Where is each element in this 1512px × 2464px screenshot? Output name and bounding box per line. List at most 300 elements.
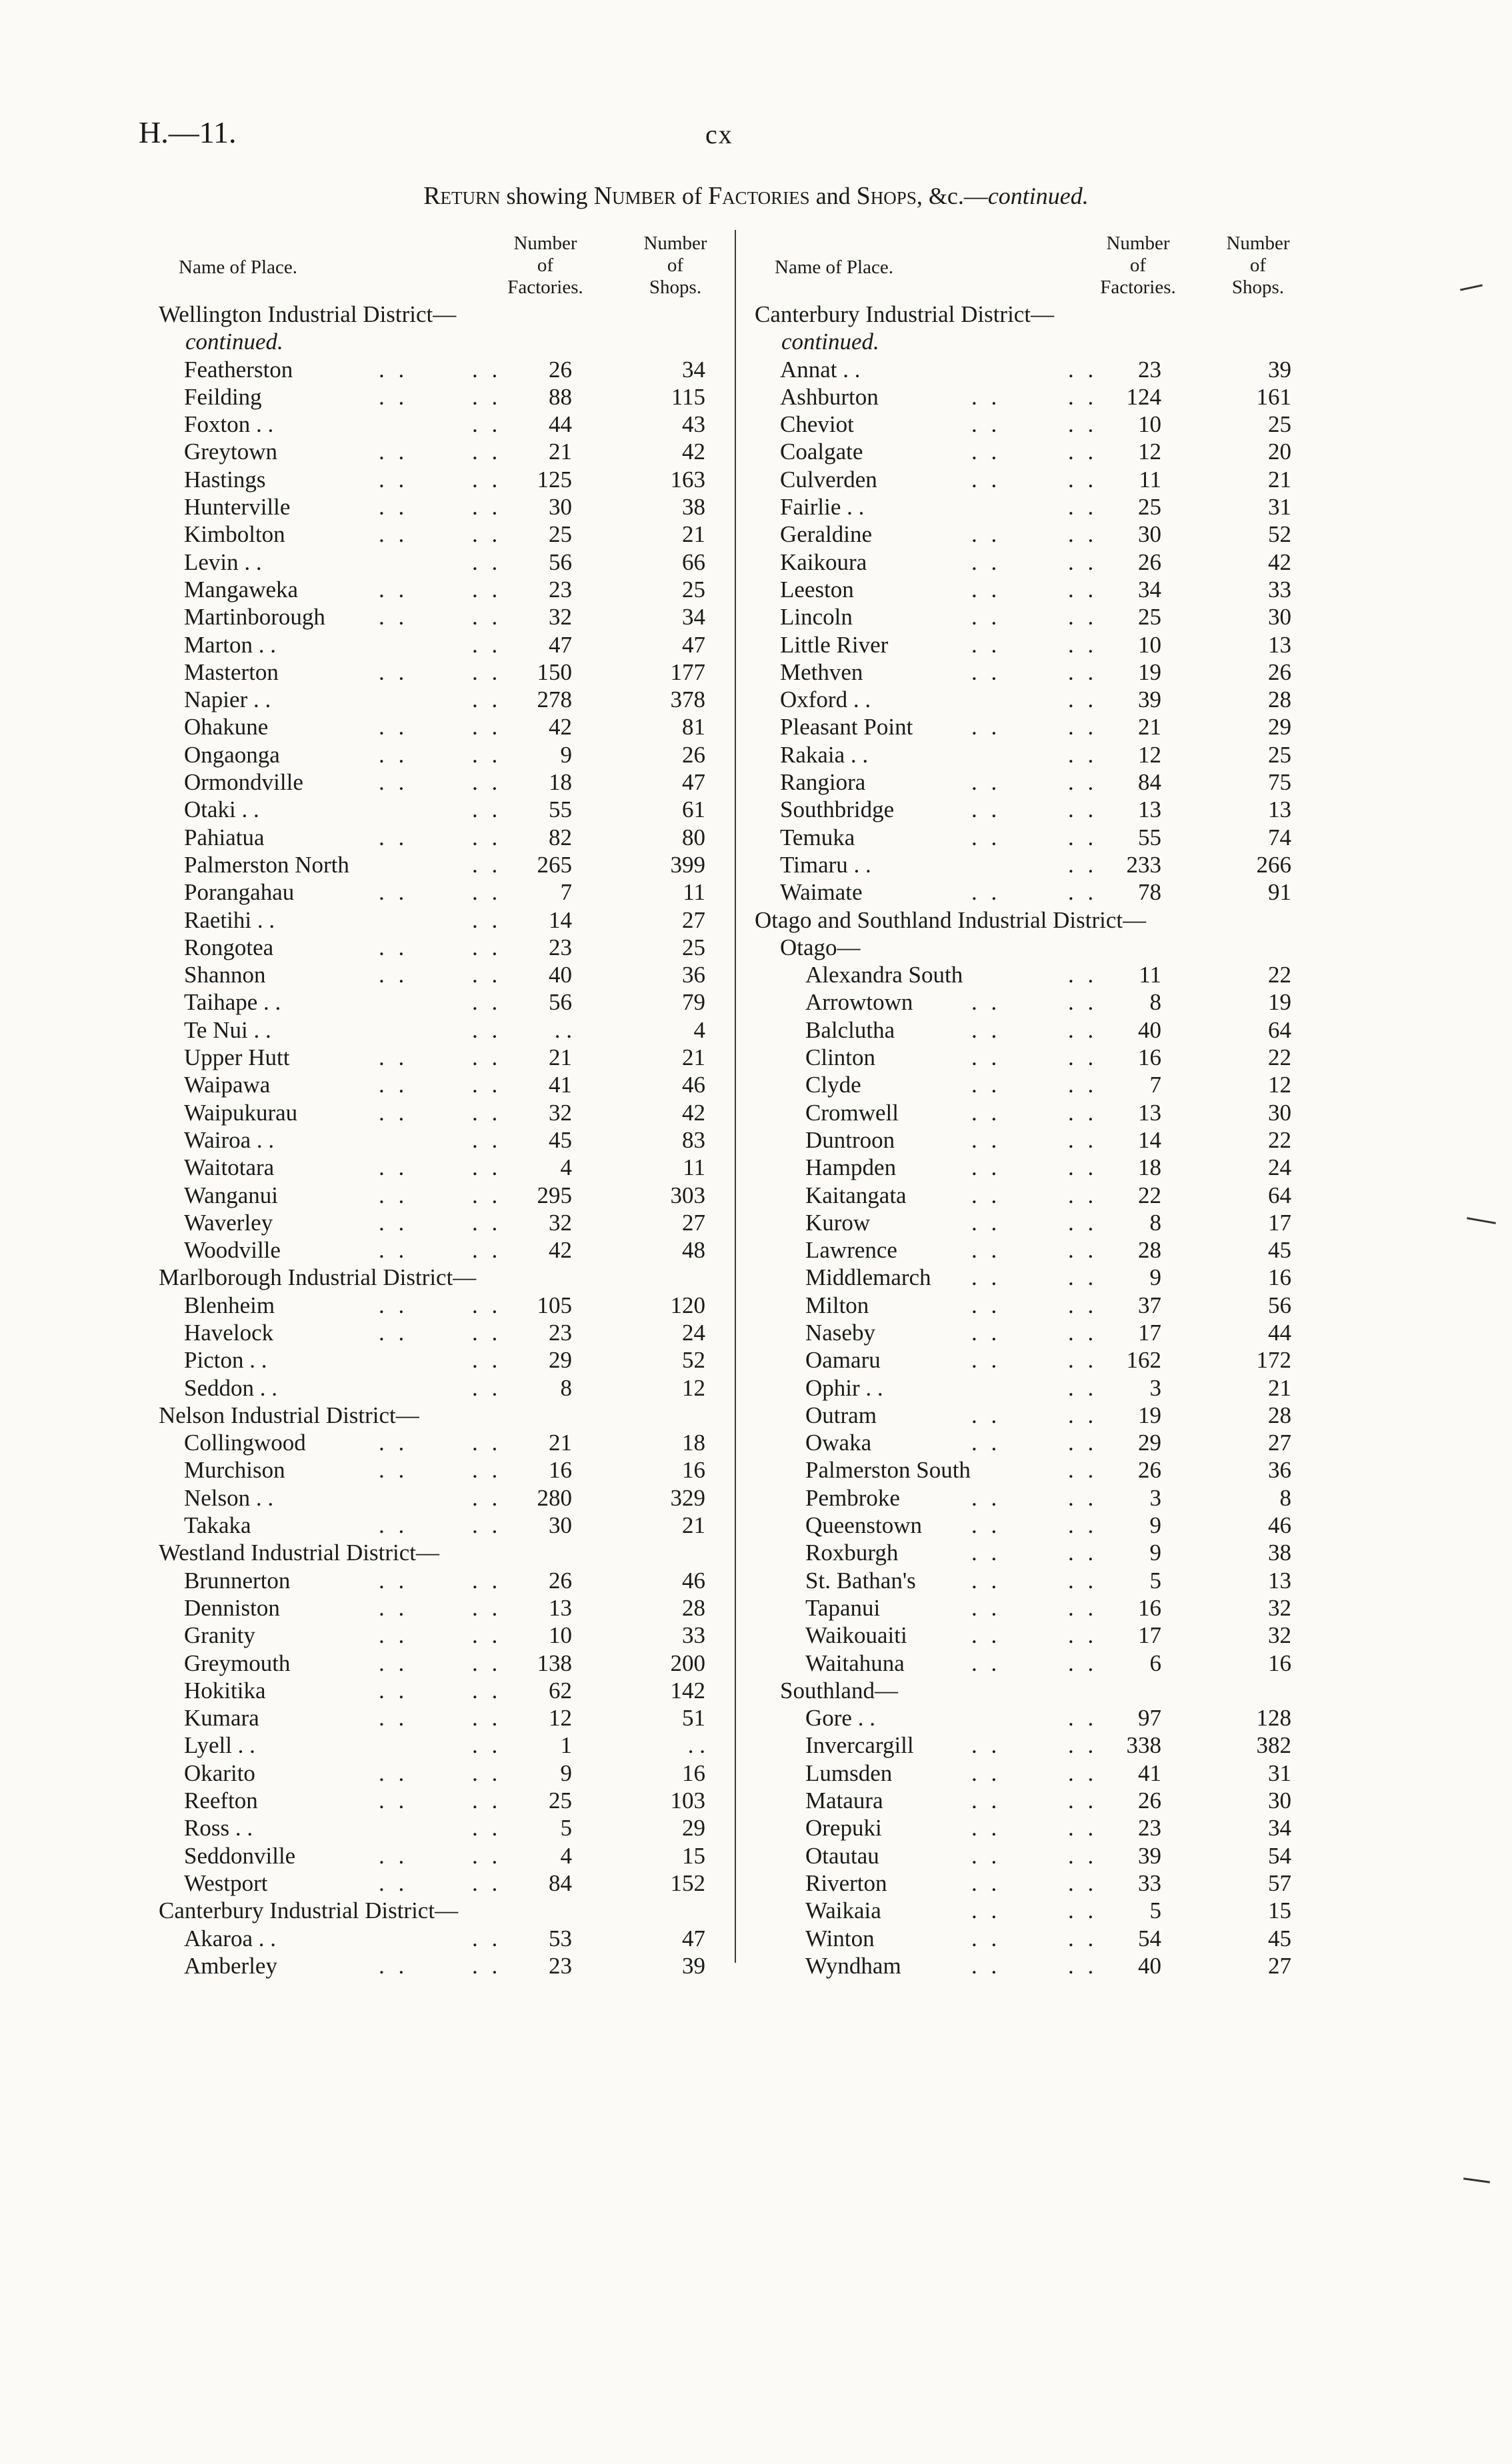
shops-count: 44 [1268, 1319, 1291, 1346]
leader-dots: . . [379, 1182, 409, 1208]
shops-count: 52 [682, 1347, 705, 1374]
leader-dots: . . [1068, 356, 1098, 383]
table-row [159, 1236, 720, 1264]
leader-dots: . . [379, 1430, 409, 1456]
place-name: Ross . . [184, 1815, 253, 1842]
leader-dots: . . [971, 989, 1001, 1016]
factories-count: 7 [1149, 1072, 1161, 1098]
place-name: Tapanui [805, 1594, 881, 1621]
leader-dots: . . [379, 1209, 409, 1236]
table-row [755, 438, 1308, 465]
table-row [755, 796, 1308, 823]
place-name: Kurow [805, 1209, 871, 1236]
factories-count: 4 [560, 1154, 572, 1181]
table-row [159, 961, 720, 988]
place-name: Featherston [184, 356, 293, 383]
scan-mark [1463, 2177, 1490, 2183]
factories-count: 25 [549, 521, 572, 548]
factories-count: 84 [549, 1869, 572, 1896]
leader-dots: . . [971, 1512, 1001, 1539]
place-name: Masterton [184, 658, 279, 685]
table-row [755, 1319, 1308, 1346]
leader-dots: . . [971, 1402, 1001, 1428]
place-name: Milton [805, 1292, 869, 1318]
factories-count: 56 [549, 989, 572, 1016]
table-row [159, 768, 720, 796]
leader-dots: . . [379, 1788, 409, 1814]
leader-dots: . . [1068, 1705, 1098, 1732]
factories-count: 37 [1138, 1292, 1161, 1318]
shops-count: 33 [1268, 576, 1291, 603]
leader-dots: . . [971, 1869, 1001, 1896]
factories-count: 26 [1138, 1788, 1161, 1814]
factories-count: 17 [1138, 1622, 1161, 1649]
shops-count: 51 [682, 1705, 705, 1732]
shops-count: 79 [682, 989, 705, 1016]
factories-count: 6 [1149, 1650, 1161, 1676]
shops-count: 45 [1268, 1237, 1291, 1264]
place-name: Otautau [805, 1842, 879, 1869]
district-heading [159, 301, 720, 328]
table-row [755, 1071, 1308, 1098]
leader-dots: . . [379, 1622, 409, 1649]
leader-dots: . . [379, 383, 409, 410]
place-name: Mangaweka [184, 576, 299, 603]
place-name: Te Nui . . [184, 1016, 271, 1043]
leader-dots: . . [379, 1512, 409, 1539]
place-name: Canterbury Industrial District— [159, 1897, 459, 1924]
place-name: Wanganui [184, 1182, 279, 1208]
table-row [755, 1567, 1308, 1594]
continued-label [755, 328, 1308, 355]
shops-count: 39 [682, 1952, 705, 1979]
shops-count: 52 [1268, 521, 1291, 548]
shops-count: 81 [682, 714, 705, 740]
shops-count: 28 [682, 1594, 705, 1621]
place-name: Upper Hutt [184, 1044, 290, 1071]
leader-dots: . . [379, 604, 409, 630]
leader-dots: . . [971, 1842, 1001, 1869]
place-name: Levin . . [184, 549, 262, 575]
leader-dots: . . [472, 439, 502, 465]
table-row [159, 493, 720, 521]
leader-dots: . . [379, 1099, 409, 1126]
leader-dots: . . [472, 1622, 502, 1649]
factories-count: 9 [560, 1760, 572, 1786]
factories-count: 8 [1149, 989, 1161, 1016]
leader-dots: . . [472, 1457, 502, 1484]
leader-dots: . . [472, 1044, 502, 1071]
leader-dots: . . [1068, 1072, 1098, 1098]
place-name: Ashburton [780, 383, 879, 410]
table-row [755, 1952, 1308, 1979]
shops-count: 24 [682, 1319, 705, 1346]
title-of: of [676, 183, 709, 209]
place-name: Feilding [184, 383, 262, 410]
factories-count: 84 [1138, 769, 1161, 796]
leader-dots: . . [379, 1457, 409, 1484]
place-name: Middlemarch [805, 1264, 931, 1291]
leader-dots: . . [971, 1815, 1001, 1842]
leader-dots: . . [472, 1815, 502, 1842]
leader-dots: . . [971, 1540, 1001, 1566]
factories-count: 40 [549, 962, 572, 988]
place-name: Riverton [805, 1869, 887, 1896]
shops-count: 18 [682, 1430, 705, 1456]
place-name: Geraldine [780, 521, 872, 548]
leader-dots: . . [472, 1154, 502, 1181]
shops-count: 42 [682, 1099, 705, 1126]
place-name: Gore . . [805, 1705, 875, 1732]
table-row [159, 1732, 720, 1759]
place-name: Waikouaiti [805, 1622, 907, 1649]
place-name: Duntroon [805, 1126, 895, 1153]
leader-dots: . . [971, 1760, 1001, 1786]
shops-count: 12 [1268, 1072, 1291, 1098]
leader-dots: . . [379, 741, 409, 768]
table-row [159, 878, 720, 906]
shops-count: 27 [682, 1209, 705, 1236]
table-row [755, 603, 1308, 630]
factories-count: 25 [1138, 604, 1161, 630]
leader-dots: . . [472, 521, 502, 548]
factories-count: 42 [549, 714, 572, 740]
factories-count: . . [554, 1016, 572, 1043]
leader-dots: . . [1068, 411, 1098, 438]
leader-dots: . . [379, 934, 409, 960]
factories-count: 21 [549, 1044, 572, 1071]
factories-count: 13 [549, 1594, 572, 1621]
shops-count: 75 [1268, 769, 1291, 796]
place-name: Wairoa . . [184, 1126, 275, 1153]
shops-count: 266 [1256, 851, 1291, 878]
factories-count: 265 [537, 851, 572, 878]
district-heading [159, 1897, 720, 1924]
place-name: Nelson Industrial District— [159, 1402, 419, 1428]
table-row [755, 768, 1308, 796]
shops-count: 399 [670, 851, 705, 878]
table-row [159, 466, 720, 493]
leader-dots: . . [1068, 851, 1098, 878]
leader-dots: . . [1068, 576, 1098, 603]
table-row [755, 1760, 1308, 1787]
leader-dots: . . [971, 521, 1001, 548]
table-row [755, 1484, 1308, 1512]
place-name: Waipukurau [184, 1099, 298, 1126]
table-row [755, 1374, 1308, 1402]
place-name: Balclutha [805, 1016, 895, 1043]
leader-dots: . . [379, 769, 409, 796]
leader-dots: . . [1068, 1319, 1098, 1346]
shops-count: 47 [682, 1925, 705, 1951]
leader-dots: . . [971, 1016, 1001, 1043]
leader-dots: . . [971, 1952, 1001, 1979]
table-row [159, 1016, 720, 1044]
shops-count: 303 [670, 1182, 705, 1208]
place-name: Greymouth [184, 1650, 291, 1676]
place-name: Collingwood [184, 1430, 306, 1456]
leader-dots: . . [472, 1567, 502, 1594]
place-name: Blenheim [184, 1292, 275, 1318]
shops-count: 19 [1268, 989, 1291, 1016]
place-name: continued. [781, 329, 879, 355]
place-name: Canterbury Industrial District— [755, 301, 1055, 327]
factories-count: 19 [1138, 658, 1161, 685]
place-name: Napier . . [184, 686, 271, 713]
leader-dots: . . [1068, 1016, 1098, 1043]
factories-count: 41 [549, 1072, 572, 1098]
shops-count: 38 [682, 494, 705, 521]
leader-dots: . . [1068, 1044, 1098, 1071]
place-name: Brunnerton [184, 1567, 291, 1594]
leader-dots: . . [1068, 1594, 1098, 1621]
place-name: Waikaia [805, 1897, 881, 1924]
table-row [159, 438, 720, 465]
title-etc: , &c.— [916, 183, 988, 209]
leader-dots: . . [472, 466, 502, 493]
leader-dots: . . [971, 1732, 1001, 1759]
place-name: Cromwell [805, 1099, 899, 1126]
place-name: Foxton . . [184, 411, 274, 438]
shops-count: 48 [682, 1237, 705, 1264]
leader-dots: . . [472, 1319, 502, 1346]
leader-dots: . . [472, 411, 502, 438]
table-row [755, 1704, 1308, 1732]
factories-count: 23 [1138, 1815, 1161, 1842]
shops-count: 103 [670, 1788, 705, 1814]
table-row [755, 1732, 1308, 1759]
shops-count: 115 [671, 383, 705, 410]
shops-count: 11 [683, 879, 705, 906]
shops-count: 27 [1268, 1952, 1291, 1979]
table-row [159, 1512, 720, 1539]
table-row [755, 824, 1308, 851]
table-row [159, 1814, 720, 1842]
leader-dots: . . [1068, 1099, 1098, 1126]
leader-dots: . . [472, 989, 502, 1016]
leader-dots: . . [379, 1237, 409, 1264]
place-name: Hunterville [184, 494, 291, 521]
table-row [159, 383, 720, 411]
leader-dots: . . [379, 1650, 409, 1676]
leader-dots: . . [472, 879, 502, 906]
right-table-header [755, 230, 1308, 301]
place-name: Kumara [184, 1705, 259, 1732]
factories-count: 44 [549, 411, 572, 438]
leader-dots: . . [1068, 1430, 1098, 1456]
leader-dots: . . [1068, 741, 1098, 768]
place-name: Waverley [184, 1209, 273, 1236]
leader-dots: . . [1068, 1126, 1098, 1153]
leader-dots: . . [472, 383, 502, 410]
leader-dots: . . [379, 1072, 409, 1098]
leader-dots: . . [472, 1292, 502, 1318]
factories-count: 30 [549, 1512, 572, 1539]
place-name: Palmerston North [184, 851, 349, 878]
table-row [755, 1897, 1308, 1924]
leader-dots: . . [379, 1154, 409, 1181]
factories-count: 55 [549, 796, 572, 823]
shops-count: 36 [1268, 1457, 1291, 1484]
place-name: Rangiora [780, 769, 866, 796]
leader-dots: . . [971, 796, 1001, 823]
factories-count: 11 [1139, 962, 1161, 988]
leader-dots: . . [1068, 1760, 1098, 1786]
place-name: Coalgate [780, 439, 863, 465]
shops-count: 66 [682, 549, 705, 575]
factories-count: 16 [549, 1457, 572, 1484]
table-row [159, 934, 720, 961]
shops-count: 16 [1268, 1264, 1291, 1291]
leader-dots: . . [971, 1484, 1001, 1511]
factories-count: 9 [560, 741, 572, 768]
factories-count: 14 [549, 906, 572, 933]
leader-dots: . . [379, 1677, 409, 1704]
leader-dots: . . [1068, 631, 1098, 658]
shops-count: 31 [1268, 494, 1291, 521]
shops-count: 47 [682, 631, 705, 658]
continued-label [159, 328, 720, 355]
leader-dots: . . [971, 1292, 1001, 1318]
leader-dots: . . [971, 1237, 1001, 1264]
leader-dots: . . [379, 1292, 409, 1318]
leader-dots: . . [971, 411, 1001, 438]
place-name: Westland Industrial District— [159, 1540, 439, 1566]
table-row [159, 1154, 720, 1181]
leader-dots: . . [379, 1842, 409, 1869]
table-row [159, 1842, 720, 1869]
leader-dots: . . [472, 1347, 502, 1374]
leader-dots: . . [971, 1897, 1001, 1924]
leader-dots: . . [1068, 1237, 1098, 1264]
table-row [755, 1346, 1308, 1374]
district-heading [755, 906, 1308, 934]
place-name: Wellington Industrial District— [159, 301, 457, 327]
shops-count: 30 [1268, 604, 1291, 630]
factories-count: 3 [1149, 1374, 1161, 1401]
factories-count: 280 [537, 1484, 572, 1511]
leader-dots: . . [971, 439, 1001, 465]
leader-dots: . . [472, 686, 502, 713]
factories-count: 32 [549, 1209, 572, 1236]
factories-count: 78 [1138, 879, 1161, 906]
shops-count: 27 [682, 906, 705, 933]
leader-dots: . . [379, 879, 409, 906]
table-row [755, 521, 1308, 548]
place-name: Winton [805, 1925, 875, 1951]
place-name: Little River [780, 631, 889, 658]
place-name: Picton . . [184, 1347, 267, 1374]
scan-mark [1467, 1217, 1496, 1224]
leader-dots: . . [472, 1182, 502, 1208]
table-row [159, 1429, 720, 1456]
table-row [159, 906, 720, 934]
shops-count: 8 [1279, 1484, 1291, 1511]
place-name: Lumsden [805, 1760, 893, 1786]
shops-count: 13 [1268, 1567, 1291, 1594]
factories-count: 21 [1138, 714, 1161, 740]
factories-count: 10 [549, 1622, 572, 1649]
shops-count: 91 [1268, 879, 1291, 906]
place-name: Methven [780, 658, 863, 685]
leader-dots: . . [472, 1869, 502, 1896]
place-name: continued. [185, 329, 283, 355]
place-name: Ongaonga [184, 741, 280, 768]
leader-dots: . . [379, 962, 409, 988]
place-name: Wyndham [805, 1952, 901, 1979]
leader-dots: . . [379, 1044, 409, 1071]
leader-dots: . . [472, 824, 502, 850]
shops-count: 57 [1268, 1869, 1291, 1896]
left-table-header [159, 230, 720, 301]
leader-dots: . . [971, 1154, 1001, 1181]
factories-count: 19 [1138, 1402, 1161, 1428]
leader-dots: . . [971, 1925, 1001, 1951]
factories-count: 28 [1138, 1237, 1161, 1264]
shops-count: 378 [670, 686, 705, 713]
shops-count: 177 [670, 658, 705, 685]
leader-dots: . . [971, 1182, 1001, 1208]
leader-dots: . . [472, 631, 502, 658]
shops-count: 25 [1268, 411, 1291, 438]
leader-dots: . . [472, 741, 502, 768]
table-row [159, 713, 720, 740]
factories-count: 105 [537, 1292, 572, 1318]
title-number: Number [593, 182, 677, 210]
factories-count: 25 [1138, 494, 1161, 521]
table-row [159, 1760, 720, 1787]
place-name: Waitahuna [805, 1650, 905, 1676]
page-reference: H.—11. [139, 115, 237, 149]
place-name: Naseby [805, 1319, 875, 1346]
shops-count: 43 [682, 411, 705, 438]
leader-dots: . . [472, 576, 502, 603]
factories-count: 12 [549, 1705, 572, 1732]
place-name: Greytown [184, 439, 277, 465]
shops-count: 46 [1268, 1512, 1291, 1539]
place-name: Nelson . . [184, 1484, 274, 1511]
leader-dots: . . [379, 494, 409, 521]
factories-count: 233 [1126, 851, 1161, 878]
factories-count: 21 [549, 439, 572, 465]
leader-dots: . . [1068, 796, 1098, 823]
shops-count: 22 [1268, 1044, 1291, 1071]
factories-count: 47 [549, 631, 572, 658]
shops-count: 15 [1268, 1897, 1291, 1924]
shops-count: 142 [670, 1677, 705, 1704]
shops-count: 29 [682, 1815, 705, 1842]
factories-count: 26 [549, 1567, 572, 1594]
leader-dots: . . [379, 576, 409, 603]
leader-dots: . . [379, 1705, 409, 1732]
leader-dots: . . [379, 1567, 409, 1594]
shops-count: 46 [682, 1567, 705, 1594]
table-row [159, 549, 720, 576]
leader-dots: . . [1068, 494, 1098, 521]
leader-dots: . . [971, 714, 1001, 740]
header-number-of-factories: Number of Factories. [1100, 233, 1176, 298]
leader-dots: . . [379, 466, 409, 493]
leader-dots: . . [472, 549, 502, 575]
factories-count: 8 [560, 1374, 572, 1401]
place-name: Southbridge [780, 796, 895, 823]
factories-count: 23 [549, 1319, 572, 1346]
shops-count: 34 [682, 604, 705, 630]
shops-count: 25 [682, 934, 705, 960]
factories-count: 11 [1139, 466, 1161, 493]
shops-count: 21 [1268, 466, 1291, 493]
place-name: Akaroa . . [184, 1925, 277, 1951]
